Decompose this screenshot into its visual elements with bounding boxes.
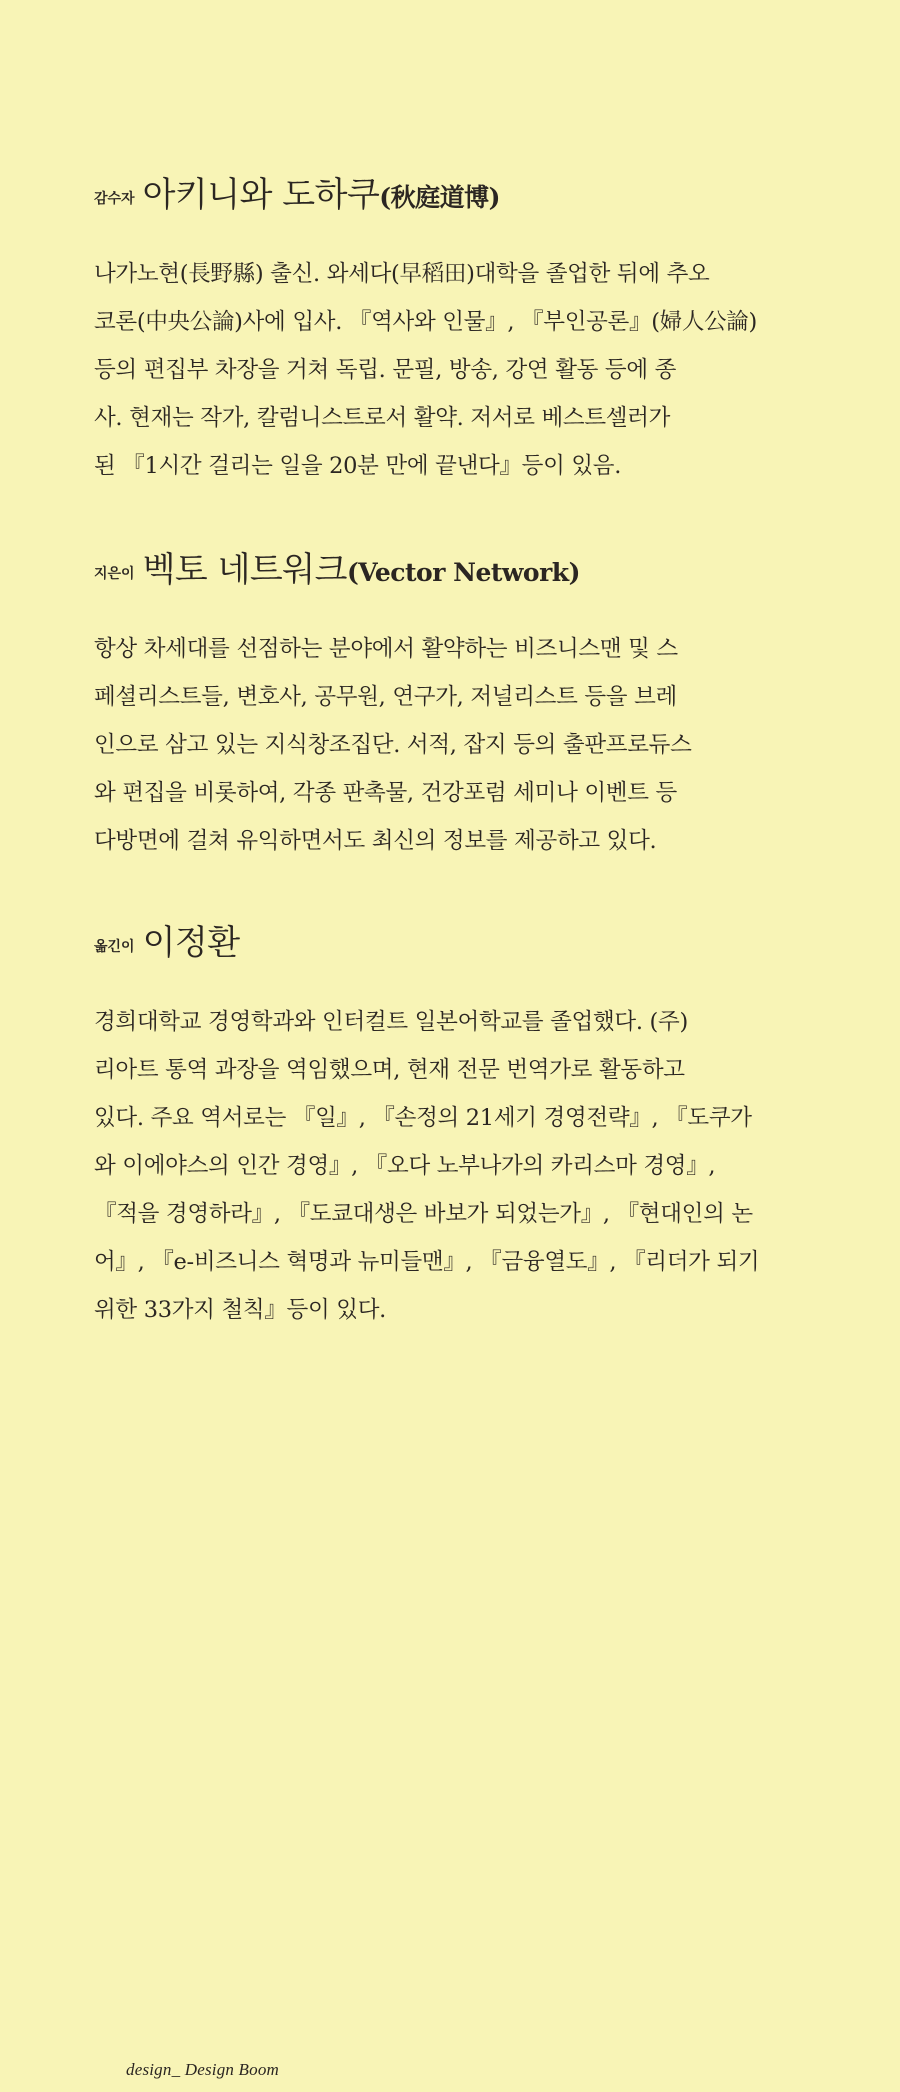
supervisor-name: 아키니와 도하쿠 bbox=[142, 175, 380, 215]
bio-line: 항상 차세대를 선점하는 분야에서 활약하는 비즈니스맨 및 스 bbox=[94, 636, 678, 662]
supervisor-heading bbox=[94, 175, 814, 215]
bio-line: 다방면에 걸쳐 유익하면서도 최신의 정보를 제공하고 있다. bbox=[94, 828, 657, 854]
supervisor-role-label: 감수자 bbox=[94, 191, 135, 207]
supervisor-bio bbox=[94, 250, 814, 490]
bio-line: 등의 편집부 차장을 거쳐 독립. 문필, 방송, 강연 활동 등에 종 bbox=[94, 357, 677, 383]
translator-section bbox=[94, 923, 814, 1334]
translator-role-label: 옮긴이 bbox=[94, 939, 135, 955]
bio-line: 된 『1시간 걸리는 일을 20분 만에 끝낸다』등이 있음. bbox=[94, 453, 622, 479]
bio-line: 경희대학교 경영학과와 인터컬트 일본어학교를 졸업했다. (주) bbox=[94, 1009, 688, 1035]
author-section bbox=[94, 550, 814, 865]
bio-line: 사. 현재는 작가, 칼럼니스트로서 활약. 저서로 베스트셀러가 bbox=[94, 405, 671, 431]
bio-line: 인으로 삼고 있는 지식창조집단. 서적, 잡지 등의 출판프로듀스 bbox=[94, 732, 692, 758]
supervisor-section bbox=[94, 175, 814, 490]
bio-line: 있다. 주요 역서로는 『일』, 『손정의 21세기 경영전략』, 『도쿠가 bbox=[94, 1105, 752, 1131]
bio-line: 와 편집을 비롯하여, 각종 판촉물, 건강포럼 세미나 이벤트 등 bbox=[94, 780, 677, 806]
supervisor-name-hanja: (秋庭道博) bbox=[379, 183, 500, 212]
bio-line: 와 이에야스의 인간 경영』, 『오다 노부나가의 카리스마 경영』, bbox=[94, 1153, 716, 1179]
author-heading bbox=[94, 550, 814, 590]
author-name-english: (Vector Network) bbox=[346, 558, 580, 587]
translator-bio bbox=[94, 998, 814, 1334]
translator-heading bbox=[94, 923, 814, 963]
bio-line: 나가노현(長野縣) 출신. 와세다(早稻田)대학을 졸업한 뒤에 추오 bbox=[94, 261, 710, 287]
author-role-label: 지은이 bbox=[94, 566, 135, 582]
bio-line: 위한 33가지 철칙』등이 있다. bbox=[94, 1297, 386, 1323]
bio-line: 어』, 『e-비즈니스 혁명과 뉴미들맨』, 『금융열도』, 『리더가 되기 bbox=[94, 1249, 760, 1275]
author-name: 벡토 네트워크 bbox=[142, 550, 347, 590]
bio-line: 페셜리스트들, 변호사, 공무원, 연구가, 저널리스트 등을 브레 bbox=[94, 684, 677, 710]
author-bio bbox=[94, 625, 814, 865]
design-credit: design_ Design Boom bbox=[126, 2060, 280, 2079]
translator-name: 이정환 bbox=[142, 923, 240, 963]
bio-line: 리아트 통역 과장을 역임했으며, 현재 전문 번역가로 활동하고 bbox=[94, 1057, 685, 1083]
bio-line: 코론(中央公論)사에 입사. 『역사와 인물』, 『부인공론』(婦人公論) bbox=[94, 309, 757, 335]
bio-line: 『적을 경영하라』, 『도쿄대생은 바보가 되었는가』, 『현대인의 논 bbox=[94, 1201, 753, 1227]
